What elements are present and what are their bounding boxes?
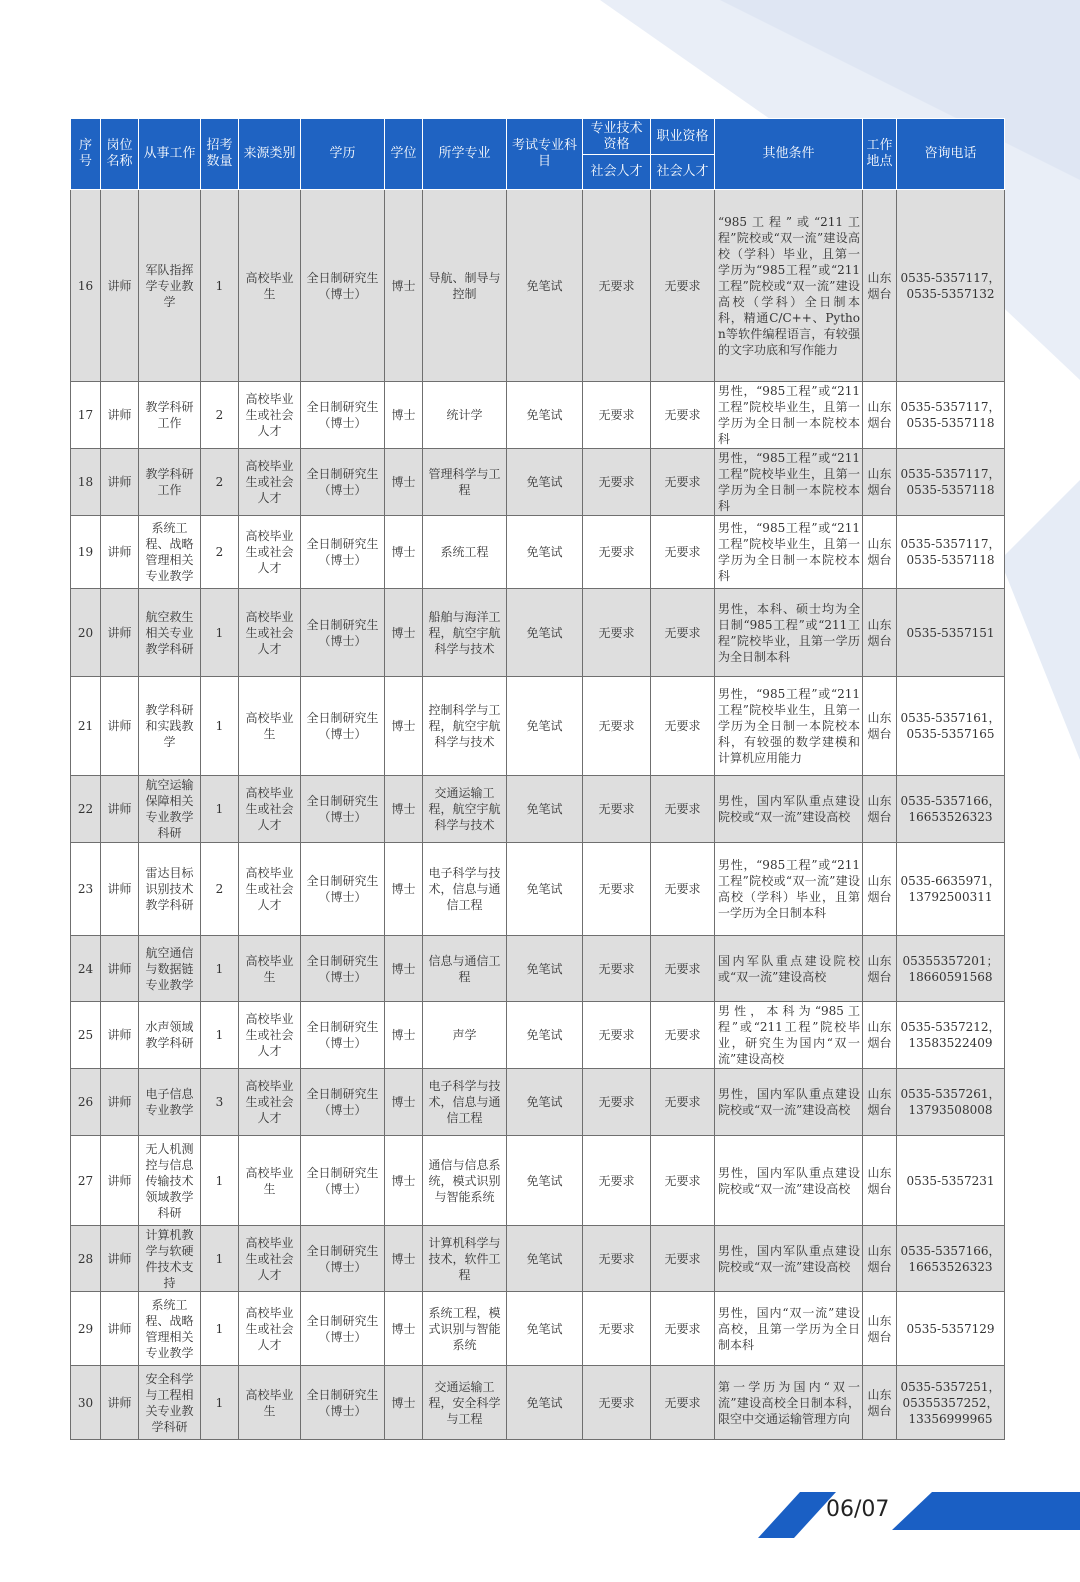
row-exam: 免笔试 <box>507 382 583 449</box>
row-work-place: 山东烟台 <box>863 1226 897 1292</box>
row-work-place: 山东烟台 <box>863 1002 897 1069</box>
row-degree: 博士 <box>385 936 423 1002</box>
row-phone: 0535-5357161，0535-5357165 <box>897 677 1005 776</box>
row-source: 高校毕业生或社会人才 <box>239 516 301 589</box>
row-source: 高校毕业生 <box>239 1136 301 1226</box>
row-seq: 18 <box>71 449 101 516</box>
row-seq: 24 <box>71 936 101 1002</box>
row-post: 讲师 <box>101 449 139 516</box>
row-phone: 0535-5357117，0535-5357132 <box>897 190 1005 382</box>
row-exam: 免笔试 <box>507 1136 583 1226</box>
header-tech-social: 社会人才 <box>583 155 651 190</box>
row-count: 2 <box>201 382 239 449</box>
page-number: 06/07 <box>826 1497 890 1522</box>
row-seq: 20 <box>71 589 101 677</box>
row-education: 全日制研究生（博士） <box>301 589 385 677</box>
row-job-qualification: 无要求 <box>651 776 715 843</box>
row-education: 全日制研究生（博士） <box>301 677 385 776</box>
row-post: 讲师 <box>101 1226 139 1292</box>
row-job-qualification: 无要求 <box>651 843 715 936</box>
row-post: 讲师 <box>101 516 139 589</box>
row-seq: 29 <box>71 1292 101 1366</box>
row-work: 系统工程、战略管理相关专业教学 <box>139 1292 201 1366</box>
row-seq: 30 <box>71 1366 101 1440</box>
row-education: 全日制研究生（博士） <box>301 1002 385 1069</box>
row-degree: 博士 <box>385 1002 423 1069</box>
row-job-qualification: 无要求 <box>651 936 715 1002</box>
row-source: 高校毕业生或社会人才 <box>239 843 301 936</box>
header-exam: 考试专业科目 <box>507 119 583 190</box>
header-major: 所学专业 <box>423 119 507 190</box>
row-phone: 0535-5357261，13793508008 <box>897 1069 1005 1136</box>
table-row <box>71 1136 1005 1226</box>
row-tech-qualification: 无要求 <box>583 1136 651 1226</box>
row-tech-qualification: 无要求 <box>583 1226 651 1292</box>
footer-stripe-right <box>892 1492 1080 1530</box>
row-tech-qualification: 无要求 <box>583 382 651 449</box>
row-job-qualification: 无要求 <box>651 1069 715 1136</box>
row-job-qualification: 无要求 <box>651 1292 715 1366</box>
row-degree: 博士 <box>385 382 423 449</box>
row-other-conditions: 男性，“985工程”或“211工程”院校毕业生，且第一学历为全日制一本院校本科 <box>715 449 863 516</box>
row-education: 全日制研究生（博士） <box>301 776 385 843</box>
row-tech-qualification: 无要求 <box>583 1292 651 1366</box>
header-work-place: 工作地点 <box>863 119 897 190</box>
row-tech-qualification: 无要求 <box>583 936 651 1002</box>
row-count: 1 <box>201 1366 239 1440</box>
header-job-qualification: 职业资格 <box>651 119 715 155</box>
row-seq: 25 <box>71 1002 101 1069</box>
row-education: 全日制研究生（博士） <box>301 1069 385 1136</box>
row-phone: 0535-5357117，0535-5357118 <box>897 516 1005 589</box>
row-other-conditions: 男性，本科、硕士均为全日制“985工程”或“211工程”院校毕业，且第一学历为全日制本科 <box>715 589 863 677</box>
row-seq: 19 <box>71 516 101 589</box>
row-tech-qualification: 无要求 <box>583 516 651 589</box>
header-phone: 咨询电话 <box>897 119 1005 190</box>
row-work-place: 山东烟台 <box>863 936 897 1002</box>
row-other-conditions: 男性，国内军队重点建设院校或“双一流”建设高校 <box>715 1136 863 1226</box>
table-row <box>71 516 1005 589</box>
row-degree: 博士 <box>385 190 423 382</box>
row-post: 讲师 <box>101 589 139 677</box>
row-major: 交通运输工程，安全科学与工程 <box>423 1366 507 1440</box>
row-degree: 博士 <box>385 1292 423 1366</box>
header-tech-qualification: 专业技术资格 <box>583 119 651 155</box>
row-source: 高校毕业生或社会人才 <box>239 449 301 516</box>
row-work: 军队指挥学专业教学 <box>139 190 201 382</box>
row-work: 教学科研工作 <box>139 449 201 516</box>
row-work-place: 山东烟台 <box>863 382 897 449</box>
row-source: 高校毕业生 <box>239 190 301 382</box>
row-post: 讲师 <box>101 382 139 449</box>
row-job-qualification: 无要求 <box>651 589 715 677</box>
table-row <box>71 1292 1005 1366</box>
row-count: 3 <box>201 1069 239 1136</box>
row-major: 电子科学与技术，信息与通信工程 <box>423 843 507 936</box>
row-job-qualification: 无要求 <box>651 449 715 516</box>
row-job-qualification: 无要求 <box>651 677 715 776</box>
row-work-place: 山东烟台 <box>863 589 897 677</box>
row-post: 讲师 <box>101 1366 139 1440</box>
row-work-place: 山东烟台 <box>863 1292 897 1366</box>
row-degree: 博士 <box>385 1136 423 1226</box>
row-count: 1 <box>201 936 239 1002</box>
row-seq: 16 <box>71 190 101 382</box>
row-phone: 0535-6635971，13792500311 <box>897 843 1005 936</box>
row-work: 安全科学与工程相关专业教学科研 <box>139 1366 201 1440</box>
row-job-qualification: 无要求 <box>651 1366 715 1440</box>
row-other-conditions: 男性，“985工程”或“211工程”院校毕业生，且第一学历为全日制一本院校本科，有较强的数学建模和计算机应用能力 <box>715 677 863 776</box>
row-education: 全日制研究生（博士） <box>301 1136 385 1226</box>
row-degree: 博士 <box>385 449 423 516</box>
row-other-conditions: 国内军队重点建设院校或“双一流”建设高校 <box>715 936 863 1002</box>
row-phone: 0535-5357212，13583522409 <box>897 1002 1005 1069</box>
row-major: 导航、制导与控制 <box>423 190 507 382</box>
row-education: 全日制研究生（博士） <box>301 843 385 936</box>
table-row <box>71 1069 1005 1136</box>
table-row <box>71 776 1005 843</box>
row-phone: 05355357201；18660591568 <box>897 936 1005 1002</box>
row-education: 全日制研究生（博士） <box>301 382 385 449</box>
table-header <box>71 119 1005 190</box>
row-exam: 免笔试 <box>507 190 583 382</box>
row-phone: 0535-5357151 <box>897 589 1005 677</box>
row-phone: 0535-5357231 <box>897 1136 1005 1226</box>
row-degree: 博士 <box>385 1226 423 1292</box>
footer-stripe-left <box>758 1492 836 1538</box>
row-count: 1 <box>201 677 239 776</box>
row-post: 讲师 <box>101 843 139 936</box>
row-degree: 博士 <box>385 1366 423 1440</box>
row-degree: 博士 <box>385 843 423 936</box>
header-job-social: 社会人才 <box>651 155 715 190</box>
row-count: 1 <box>201 1002 239 1069</box>
row-work: 水声领域教学科研 <box>139 1002 201 1069</box>
table-row <box>71 190 1005 382</box>
row-education: 全日制研究生（博士） <box>301 1226 385 1292</box>
row-work: 航空通信与数据链专业教学 <box>139 936 201 1002</box>
row-work: 计算机教学与软硬件技术支持 <box>139 1226 201 1292</box>
row-work-place: 山东烟台 <box>863 449 897 516</box>
row-tech-qualification: 无要求 <box>583 677 651 776</box>
row-source: 高校毕业生或社会人才 <box>239 776 301 843</box>
table-row <box>71 589 1005 677</box>
row-source: 高校毕业生 <box>239 677 301 776</box>
row-work-place: 山东烟台 <box>863 1136 897 1226</box>
row-other-conditions: 男性，国内军队重点建设院校或“双一流”建设高校 <box>715 1069 863 1136</box>
row-job-qualification: 无要求 <box>651 516 715 589</box>
row-exam: 免笔试 <box>507 843 583 936</box>
row-source: 高校毕业生 <box>239 936 301 1002</box>
row-degree: 博士 <box>385 516 423 589</box>
row-work-place: 山东烟台 <box>863 1366 897 1440</box>
row-seq: 23 <box>71 843 101 936</box>
row-source: 高校毕业生或社会人才 <box>239 382 301 449</box>
row-major: 控制科学与工程，航空宇航科学与技术 <box>423 677 507 776</box>
row-education: 全日制研究生（博士） <box>301 516 385 589</box>
row-post: 讲师 <box>101 1292 139 1366</box>
row-education: 全日制研究生（博士） <box>301 1366 385 1440</box>
row-degree: 博士 <box>385 677 423 776</box>
table-row <box>71 677 1005 776</box>
row-major: 通信与信息系统，模式识别与智能系统 <box>423 1136 507 1226</box>
recruitment-table <box>70 118 1005 1440</box>
row-count: 1 <box>201 776 239 843</box>
row-work-place: 山东烟台 <box>863 776 897 843</box>
row-exam: 免笔试 <box>507 677 583 776</box>
row-major: 管理科学与工程 <box>423 449 507 516</box>
header-source: 来源类别 <box>239 119 301 190</box>
row-exam: 免笔试 <box>507 776 583 843</box>
table-row <box>71 936 1005 1002</box>
row-seq: 22 <box>71 776 101 843</box>
row-education: 全日制研究生（博士） <box>301 1292 385 1366</box>
header-education: 学历 <box>301 119 385 190</box>
row-post: 讲师 <box>101 776 139 843</box>
row-job-qualification: 无要求 <box>651 190 715 382</box>
row-work: 系统工程、战略管理相关专业教学 <box>139 516 201 589</box>
row-work-place: 山东烟台 <box>863 843 897 936</box>
row-phone: 0535-5357129 <box>897 1292 1005 1366</box>
row-count: 2 <box>201 516 239 589</box>
row-count: 1 <box>201 589 239 677</box>
row-seq: 26 <box>71 1069 101 1136</box>
row-major: 电子科学与技术，信息与通信工程 <box>423 1069 507 1136</box>
row-degree: 博士 <box>385 776 423 843</box>
row-phone: 0535-5357117，0535-5357118 <box>897 382 1005 449</box>
row-count: 1 <box>201 1292 239 1366</box>
row-job-qualification: 无要求 <box>651 1136 715 1226</box>
row-source: 高校毕业生 <box>239 1366 301 1440</box>
row-work-place: 山东烟台 <box>863 1069 897 1136</box>
row-post: 讲师 <box>101 190 139 382</box>
row-source: 高校毕业生或社会人才 <box>239 1002 301 1069</box>
row-other-conditions: 男性，“985工程”或“211工程”院校或“双一流”建设高校（学科）毕业，且第一学历为全日制本科 <box>715 843 863 936</box>
row-major: 计算机科学与技术，软件工程 <box>423 1226 507 1292</box>
table-row <box>71 1226 1005 1292</box>
header-other-conditions: 其他条件 <box>715 119 863 190</box>
row-exam: 免笔试 <box>507 1002 583 1069</box>
row-exam: 免笔试 <box>507 1292 583 1366</box>
row-other-conditions: 第一学历为国内“双一流”建设高校全日制本科，限空中交通运输管理方向 <box>715 1366 863 1440</box>
row-job-qualification: 无要求 <box>651 1226 715 1292</box>
row-source: 高校毕业生或社会人才 <box>239 589 301 677</box>
row-count: 1 <box>201 1136 239 1226</box>
row-job-qualification: 无要求 <box>651 382 715 449</box>
row-tech-qualification: 无要求 <box>583 1069 651 1136</box>
row-tech-qualification: 无要求 <box>583 589 651 677</box>
row-post: 讲师 <box>101 1136 139 1226</box>
row-tech-qualification: 无要求 <box>583 776 651 843</box>
recruitment-table-wrapper <box>70 118 1004 1440</box>
row-work: 航空救生相关专业教学科研 <box>139 589 201 677</box>
row-education: 全日制研究生（博士） <box>301 936 385 1002</box>
row-exam: 免笔试 <box>507 449 583 516</box>
row-count: 2 <box>201 843 239 936</box>
row-count: 1 <box>201 190 239 382</box>
table-row <box>71 449 1005 516</box>
row-major: 信息与通信工程 <box>423 936 507 1002</box>
row-job-qualification: 无要求 <box>651 1002 715 1069</box>
row-phone: 0535-5357166，16653526323 <box>897 776 1005 843</box>
row-other-conditions: 男性，国内军队重点建设院校或“双一流”建设高校 <box>715 776 863 843</box>
row-post: 讲师 <box>101 1002 139 1069</box>
row-major: 系统工程，模式识别与智能系统 <box>423 1292 507 1366</box>
row-seq: 17 <box>71 382 101 449</box>
row-seq: 21 <box>71 677 101 776</box>
row-exam: 免笔试 <box>507 1069 583 1136</box>
row-tech-qualification: 无要求 <box>583 1002 651 1069</box>
row-post: 讲师 <box>101 677 139 776</box>
row-major: 船舶与海洋工程，航空宇航科学与技术 <box>423 589 507 677</box>
row-work: 航空运输保障相关专业教学科研 <box>139 776 201 843</box>
header-seq: 序号 <box>71 119 101 190</box>
row-work: 无人机测控与信息传输技术领域教学科研 <box>139 1136 201 1226</box>
header-count: 招考数量 <box>201 119 239 190</box>
row-degree: 博士 <box>385 589 423 677</box>
row-seq: 28 <box>71 1226 101 1292</box>
row-tech-qualification: 无要求 <box>583 843 651 936</box>
table-row <box>71 1366 1005 1440</box>
row-phone: 0535-5357251，05355357252，13356999965 <box>897 1366 1005 1440</box>
table-body <box>71 190 1005 1440</box>
row-other-conditions: 男性，国内“双一流”建设高校，且第一学历为全日制本科 <box>715 1292 863 1366</box>
row-other-conditions: 男性，“985工程”或“211工程”院校毕业生，且第一学历为全日制一本院校本科 <box>715 516 863 589</box>
row-tech-qualification: 无要求 <box>583 449 651 516</box>
row-exam: 免笔试 <box>507 1226 583 1292</box>
row-post: 讲师 <box>101 1069 139 1136</box>
table-row <box>71 843 1005 936</box>
row-major: 统计学 <box>423 382 507 449</box>
row-count: 1 <box>201 1226 239 1292</box>
row-other-conditions: 男性，“985工程”或“211工程”院校毕业生，且第一学历为全日制一本院校本科 <box>715 382 863 449</box>
row-exam: 免笔试 <box>507 516 583 589</box>
row-education: 全日制研究生（博士） <box>301 449 385 516</box>
row-other-conditions: 男性，国内军队重点建设院校或“双一流”建设高校 <box>715 1226 863 1292</box>
row-tech-qualification: 无要求 <box>583 1366 651 1440</box>
row-major: 声学 <box>423 1002 507 1069</box>
row-education: 全日制研究生（博士） <box>301 190 385 382</box>
row-work: 电子信息专业教学 <box>139 1069 201 1136</box>
row-work: 雷达目标识别技术教学科研 <box>139 843 201 936</box>
row-phone: 0535-5357117，0535-5357118 <box>897 449 1005 516</box>
row-work: 教学科研和实践教学 <box>139 677 201 776</box>
row-other-conditions: “985工程”或“211工程”院校或“双一流”建设高校（学科）毕业，且第一学历为“985工程”或“211工程”院校或“双一流”建设高校（学科）全日制本科，精通C/C++、Python等软件编程语言，有较强的文字功底和写作能力 <box>715 190 863 382</box>
row-major: 系统工程 <box>423 516 507 589</box>
row-exam: 免笔试 <box>507 936 583 1002</box>
row-work-place: 山东烟台 <box>863 190 897 382</box>
header-work: 从事工作 <box>139 119 201 190</box>
row-work: 教学科研工作 <box>139 382 201 449</box>
row-source: 高校毕业生或社会人才 <box>239 1292 301 1366</box>
row-post: 讲师 <box>101 936 139 1002</box>
row-exam: 免笔试 <box>507 1366 583 1440</box>
row-phone: 0535-5357166，16653526323 <box>897 1226 1005 1292</box>
row-work-place: 山东烟台 <box>863 677 897 776</box>
row-seq: 27 <box>71 1136 101 1226</box>
row-tech-qualification: 无要求 <box>583 190 651 382</box>
row-degree: 博士 <box>385 1069 423 1136</box>
row-major: 交通运输工程，航空宇航科学与技术 <box>423 776 507 843</box>
row-work-place: 山东烟台 <box>863 516 897 589</box>
header-post: 岗位名称 <box>101 119 139 190</box>
row-count: 2 <box>201 449 239 516</box>
row-source: 高校毕业生或社会人才 <box>239 1069 301 1136</box>
table-row <box>71 382 1005 449</box>
header-degree: 学位 <box>385 119 423 190</box>
row-other-conditions: 男性，本科为“985工程”或“211工程”院校毕业，研究生为国内“双一流”建设高校 <box>715 1002 863 1069</box>
row-source: 高校毕业生或社会人才 <box>239 1226 301 1292</box>
table-row <box>71 1002 1005 1069</box>
row-exam: 免笔试 <box>507 589 583 677</box>
decor-shape-right <box>1000 480 1080 760</box>
